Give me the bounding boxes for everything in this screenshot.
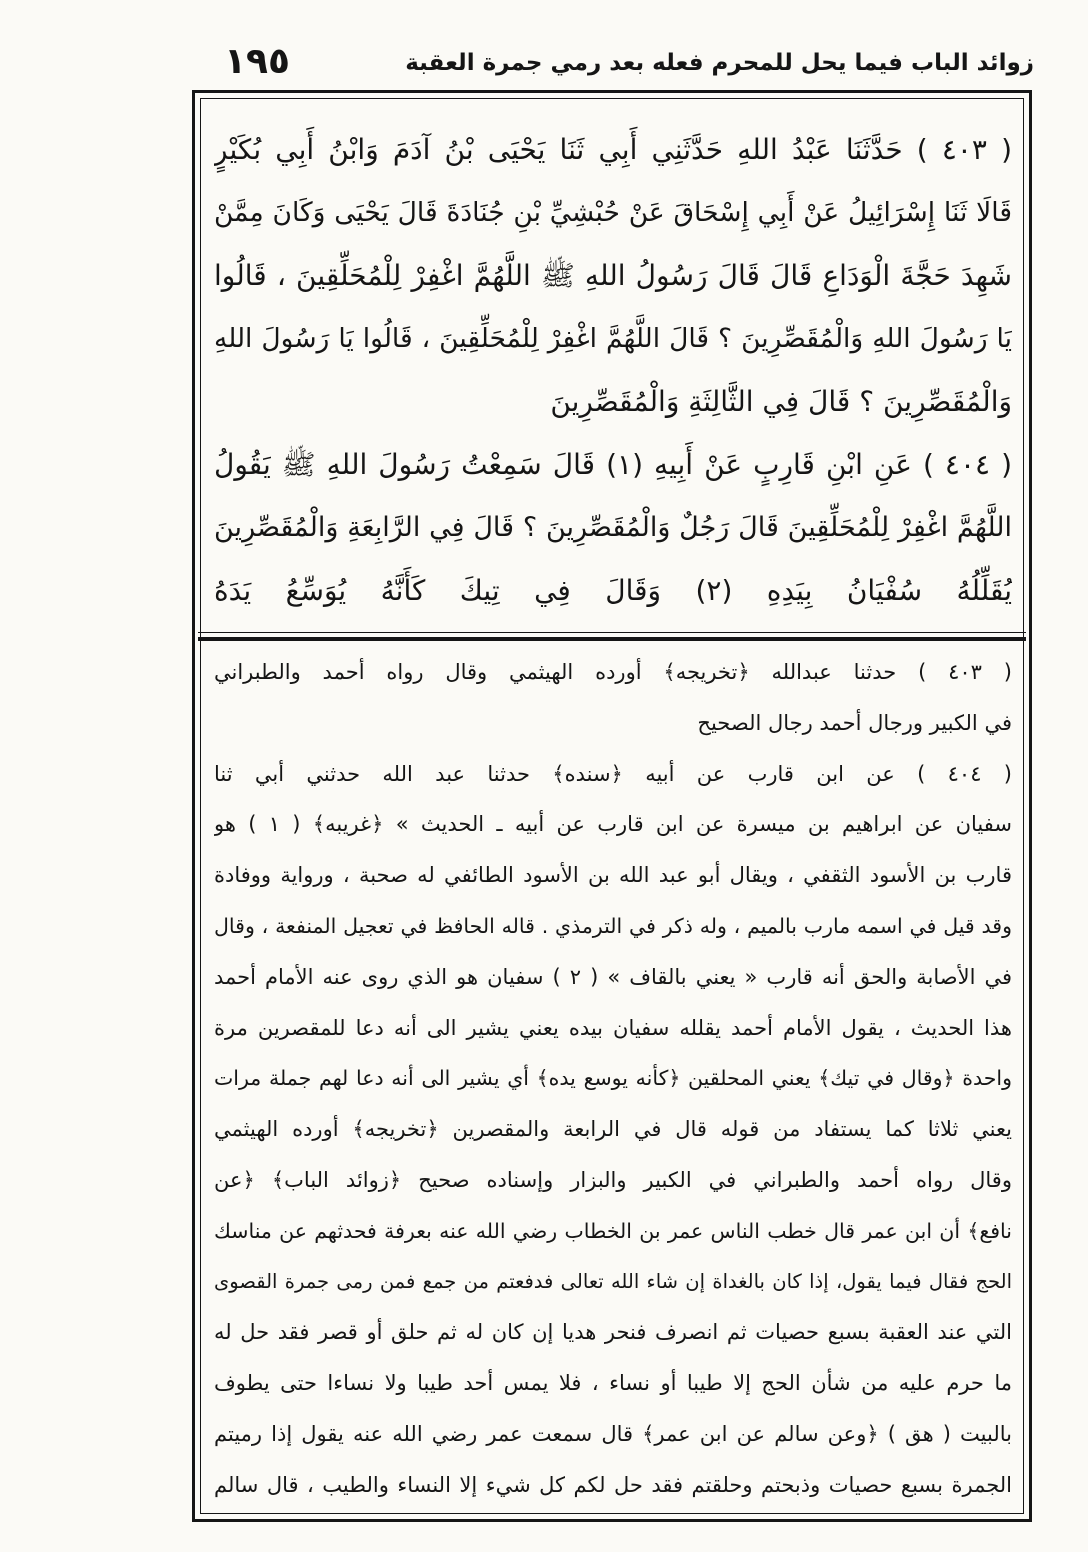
- hadith-line: يُقَلِّلُهُ سُفْيَانُ بِيَدِهِ (٢) وَقَالَ فِي تِيكَ كَأَنَّهُ يُوَسِّعُ يَدَهُ: [214, 574, 1012, 607]
- commentary-line: هذا الحديث ، يقول الأمام أحمد يقلله سفيان بيده يعني يشير الى أنه دعا للمقصرين مرة: [214, 1016, 1012, 1040]
- hadith-line: ( ٤٠٣ ) حَدَّثَنَا عَبْدُ اللهِ حَدَّثَنِي أَبِي ثَنَا يَحْيَى بْنُ آدَمَ وَابْنُ أَبِي بُكَيْرٍ: [214, 133, 1012, 166]
- hadith-line: قَالَا ثَنَا إِسْرَائِيلُ عَنْ أَبِي إِسْحَاقَ عَنْ حُبْشِيِّ بْنِ جُنَادَةَ قَالَ يَحْيَى وَكَانَ مِمَّنْ: [214, 197, 1012, 228]
- commentary-line: وقال رواه أحمد والطبراني في الكبير والبزار وإسناده صحيح ﴿زوائد الباب﴾ ﴿عن: [214, 1168, 1012, 1192]
- hadith-line: وَالْمُقَصِّرِينَ ؟ قَالَ فِي الثَّالِثَةِ وَالْمُقَصِّرِينَ: [550, 385, 1012, 418]
- section-divider: [198, 632, 1026, 642]
- commentary-line: وقد قيل في اسمه مارب بالميم ، وله ذكر في الترمذي . قاله الحافظ في تعجيل المنفعة ، وقال: [214, 914, 1012, 938]
- commentary-line: التي عند العقبة بسبع حصيات ثم انصرف فنحر هديا إن كان له ثم حلق أو قصر فقد حل له: [214, 1320, 1012, 1344]
- commentary-line: ( ٤٠٤ ) عن ابن قارب عن أبيه ﴿سنده﴾ حدثنا عبد الله حدثني أبي ثنا: [214, 762, 1012, 786]
- commentary-line: بالبيت ( هق ) ﴿وعن سالم عن ابن عمر﴾ قال سمعت عمر رضي الله عنه يقول إذا رميتم: [214, 1422, 1012, 1446]
- hadith-line: اللَّهُمَّ اغْفِرْ لِلْمُحَلِّقِينَ قَالَ رَجُلٌ وَالْمُقَصِّرِينَ ؟ قَالَ فِي الرَّابِعَةِ وَالْمُقَصِّرِينَ: [214, 512, 1012, 543]
- divider-thin-rule: [198, 632, 1026, 633]
- divider-thick-rule: [198, 637, 1026, 641]
- running-title: زوائد الباب فيما يحل للمحرم فعله بعد رمي جمرة العقبة: [405, 50, 1034, 76]
- commentary-line: في الكبير ورجال أحمد رجال الصحيح: [697, 711, 1012, 735]
- hadith-line: ( ٤٠٤ ) عَنِ ابْنِ قَارِبٍ عَنْ أَبِيهِ (١) قَالَ سَمِعْتُ رَسُولَ اللهِ ﷺ يَقُولُ: [214, 448, 1012, 481]
- page-number: ١٩٥: [224, 41, 290, 82]
- commentary-line: الجمرة بسبع حصيات وذبحتم وحلقتم فقد حل لكم كل شيء إلا النساء والطيب ، قال سالم: [214, 1473, 1012, 1497]
- commentary-line: قارب بن الأسود الثقفي ، ويقال أبو عبد الله بن الأسود الطائفي له صحبة ، ورواية ووفادة: [214, 863, 1012, 887]
- commentary-line: في الأصابة والحق أنه قارب « يعني بالقاف » ( ٢ ) سفيان هو الذي روى عنه الأمام أحمد: [214, 965, 1012, 989]
- commentary-line: ( ٤٠٣ ) حدثنا عبدالله ﴿تخريجه﴾ أورده الهيثمي وقال رواه أحمد والطبراني: [214, 660, 1012, 684]
- hadith-line: شَهِدَ حَجَّةَ الْوَدَاعِ قَالَ قَالَ رَسُولُ اللهِ ﷺ اللَّهُمَّ اغْفِرْ لِلْمُحَلِّقِينَ ، قَالُوا: [214, 259, 1012, 292]
- commentary-line: واحدة ﴿وقال في تيك﴾ يعني المحلقين ﴿كأنه يوسع يده﴾ أي يشير الى أنه دعا لهم جملة مرات: [214, 1066, 1012, 1090]
- commentary-line: سفيان عن ابراهيم بن ميسرة عن ابن قارب عن أبيه ـ الحديث » ﴿غريبه﴾ ( ١ ) هو: [214, 812, 1012, 836]
- commentary-line: يعني ثلاثا كما يستفاد من قوله قال في الرابعة والمقصرين ﴿تخريجه﴾ أورده الهيثمي: [214, 1117, 1012, 1141]
- commentary-line: الحج فقال فيما يقول، إذا كان بالغداة إن شاء الله تعالى فدفعتم من جمع فمن رمى جمرة القصوى: [214, 1270, 1012, 1293]
- hadith-line: يَا رَسُولَ اللهِ وَالْمُقَصِّرِينَ ؟ قَالَ اللَّهُمَّ اغْفِرْ لِلْمُحَلِّقِينَ ، قَالُوا يَا رَسُولَ اللهِ: [214, 323, 1012, 354]
- commentary-line: ما حرم عليه من شأن الحج إلا طيبا أو نساء ، فلا يمس أحد طيبا ولا نساءا حتى يطوف: [214, 1371, 1012, 1395]
- commentary-line: نافع﴾ أن ابن عمر قال خطب الناس عمر بن الخطاب رضي الله عنه بعرفة فحدثهم عن مناسك: [214, 1219, 1012, 1243]
